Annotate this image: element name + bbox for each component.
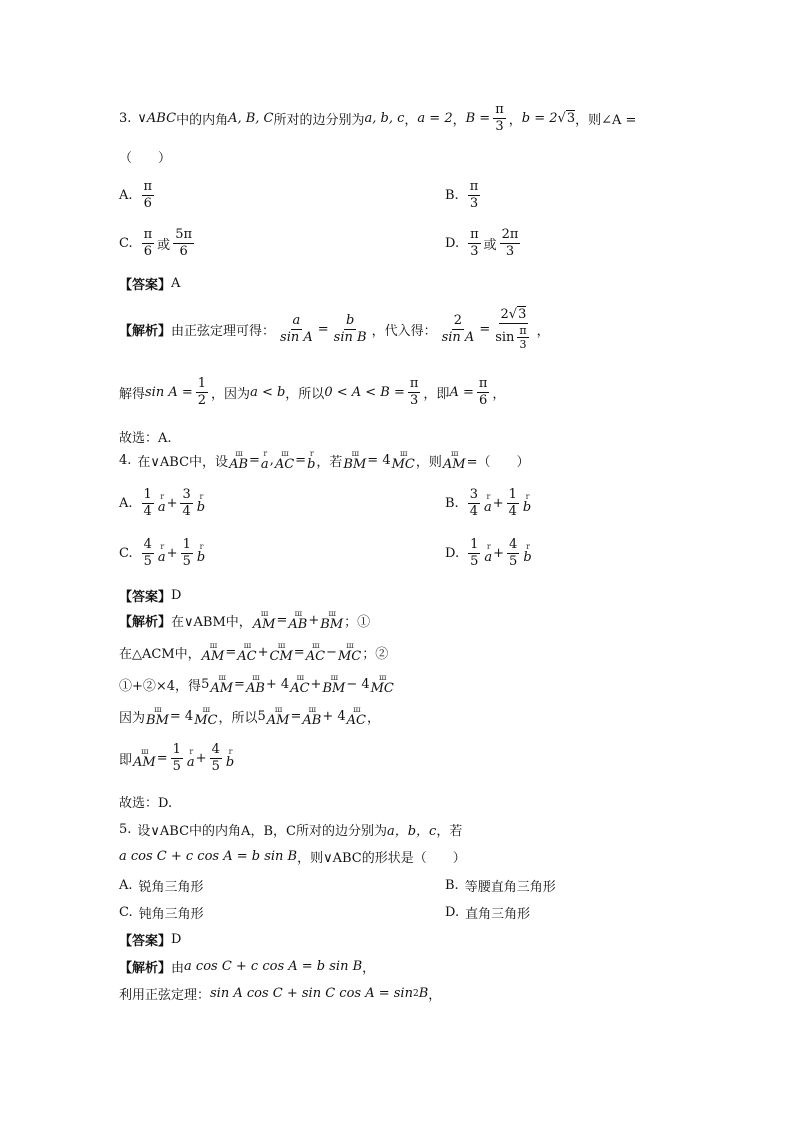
q4-analysis-line3: ①+②×4，得 5 ш AM = ш AB + 4 ш AC + ш BM − 4 ш MC (119, 673, 394, 696)
q3-option-d: D. $\frac{\pi}{3}$ 或 $\frac{2\pi}{3}$ (445, 227, 519, 259)
q5-analysis-line1: 【解析】 由 a cos C + c cos A = b sin B ， (119, 959, 376, 976)
q4-option-d: D. $\frac{1}{5}$ r a + $\frac{4}{5}$ r b (445, 537, 532, 569)
q4-option-b: B. $\frac{3}{4}$ r a + $\frac{1}{4}$ r b (445, 487, 532, 519)
q4-option-a: A. $\frac{1}{4}$ r a + $\frac{3}{4}$ r b (119, 487, 206, 519)
q3-option-b: B. $\frac{\pi}{3}$ (445, 179, 479, 211)
q5-analysis-line2: 利用正弦定理： sin A cos C + sin C cos A = sin 2 B ， (119, 986, 442, 1003)
q4-stem: 4. 在∨ABC中，设 ш AB = r a , ш AC = r b ，若 ш BM = 4 ш MC ，则 ш AM =（ ） (119, 449, 530, 472)
q3-answer: 【答案】 A (119, 276, 181, 293)
q4-analysis-line5: 即 ш AM = $\frac{1}{5}$ r a + $\frac{4}{5}$ r b (119, 742, 235, 774)
q3-analysis: 【解析】 由正弦定理可得： $\frac{a}{\text{sin A}}$ = $\frac{b}{\text{sin B}}$ ，代入得： $\frac{2}{\text{sin A}}$ = 2√3 sin $\frac{\pi}{3}$ ， (119, 307, 550, 352)
q3-stem: 3. ∨ABC 中的内角 A, B, C 所对的边分别为 a, b, c ， a = 2 ， B = $\frac{\pi}{3}$ ， b = 2 √ 3 ，则∠A = (119, 102, 637, 134)
q4-analysis-line1: 【解析】 在∨ABM中， ш AM = ш AB + ш BM ；① (119, 609, 371, 632)
q5-option-c: C. 钝角三角形 (119, 905, 204, 922)
q4-analysis-line4: 因为 ш BM = 4 ш MC ，所以 5 ш AM = ш AB + 4 ш AC ， (119, 705, 380, 728)
q4-option-c: C. $\frac{4}{5}$ r a + $\frac{1}{5}$ r b (119, 537, 206, 569)
q5-stem: 5. 设∨ABC中的内角A，B，C所对的边分别为 a，b，c ，若 (119, 822, 463, 839)
fraction: $\frac{\pi}{3}$ (495, 102, 504, 134)
q3-number: 3. (119, 110, 132, 126)
q4-choose: 故选：D. (119, 796, 173, 811)
q5-option-b: B. 等腰直角三角形 (445, 878, 556, 895)
q5-stem-line2: a cos C + c cos A = b sin B ，则∨ABC的形状是（ ） (119, 849, 466, 866)
q5-option-d: D. 直角三角形 (445, 905, 531, 922)
q4-analysis-line2: 在△ACM中， ш AM = ш AC + ш CM = ш AC − ш MC ；② (119, 641, 389, 664)
q3-option-a: A. $\frac{\pi}{6}$ (119, 179, 153, 211)
q3-paren: （ ） (119, 151, 172, 166)
q3-choose: 故选：A. (119, 431, 172, 446)
q5-option-a: A. 锐角三角形 (119, 878, 204, 895)
q3-option-c: C. $\frac{\pi}{6}$ 或 $\frac{5\pi}{6}$ (119, 227, 193, 259)
q5-answer: 【答案】 D (119, 932, 182, 949)
q4-answer: 【答案】 D (119, 588, 182, 605)
q3-solve: 解得 sin A = $\frac{1}{2}$ ，因为 a < b ，所以 0 < A < B = $\frac{\pi}{3}$ ，即 A = $\frac{\pi}{6}$ ， (119, 376, 506, 408)
